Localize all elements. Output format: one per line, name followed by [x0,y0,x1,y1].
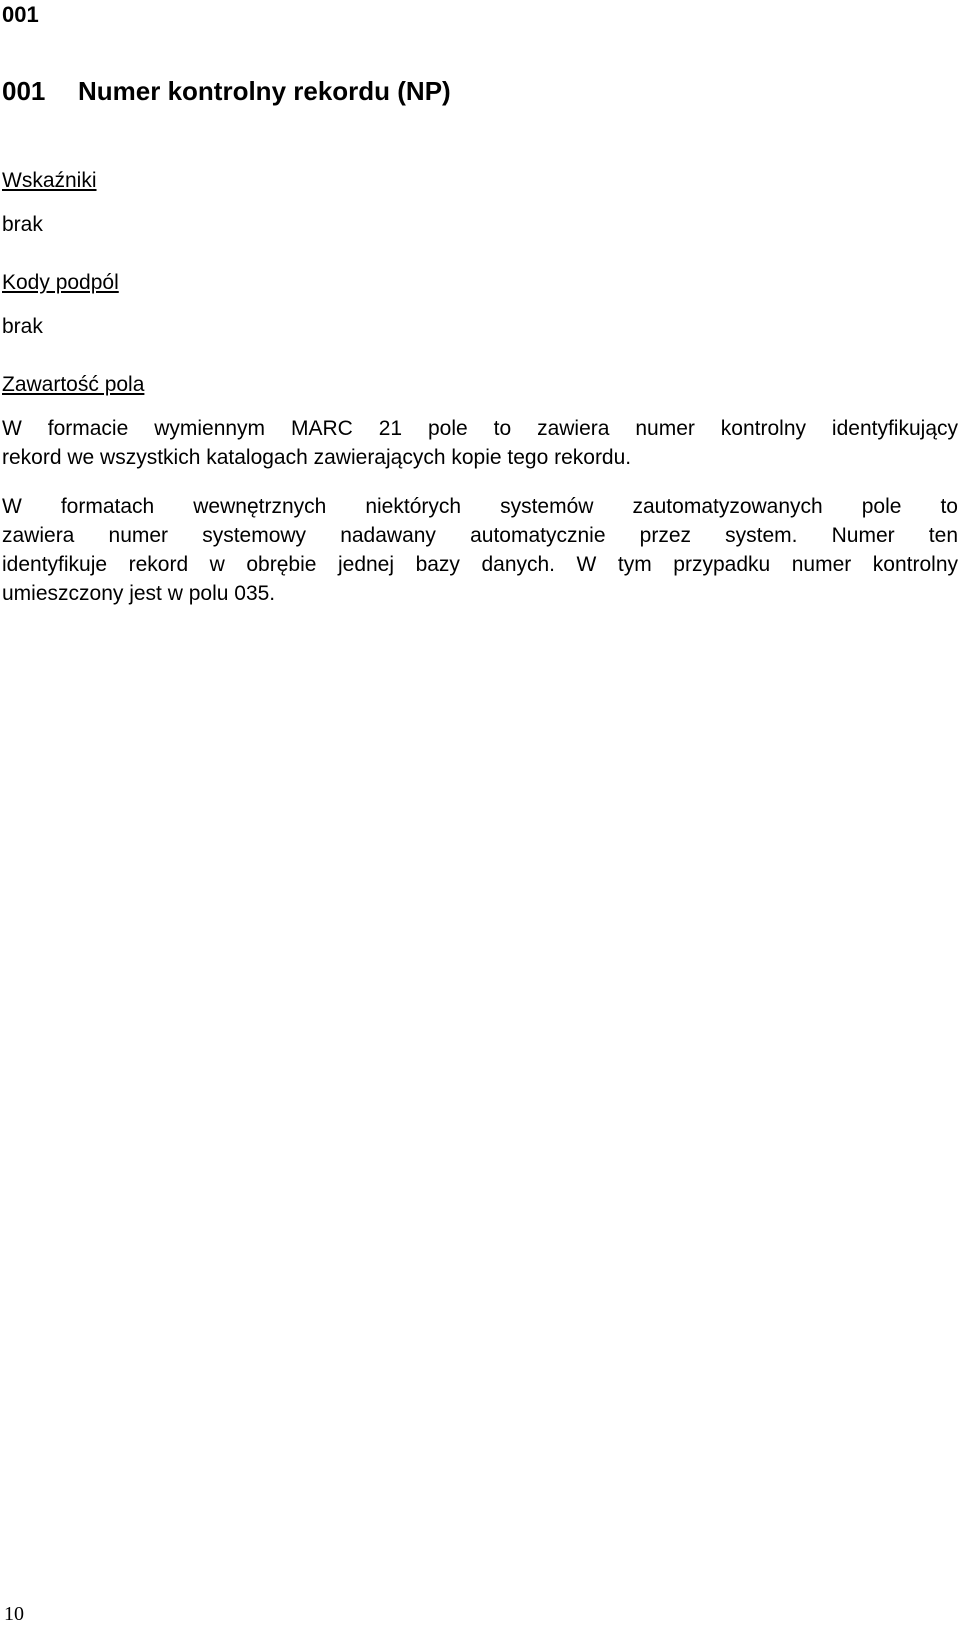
paragraph2-line: W formatach wewnętrznych niektórych systemów zautomatyzowanych pole to [2,495,958,518]
paragraph1-line: W formacie wymiennym MARC 21 pole to zawiera numer kontrolny identyfikujący [2,417,958,440]
paragraph2-line: zawiera numer systemowy nadawany automatycznie przez system. Numer ten [2,524,958,547]
indicators-value: brak [2,213,43,236]
paragraph1-line: rekord we wszystkich katalogach zawierających kopie tego rekordu. [2,446,632,469]
paragraph2-line: identyfikuje rekord w obrębie jednej bazy danych. W tym przypadku numer kontrolny [2,553,958,576]
paragraph2-line: umieszczony jest w polu 035. [2,582,276,605]
subfield-codes-heading: Kody podpól [2,271,119,294]
page-title [2,75,451,107]
indicators-heading: Wskaźniki [2,169,97,192]
subfield-codes-value: brak [2,315,43,338]
running-header-code: 001 [2,2,39,27]
page-number: 10 [4,1603,24,1625]
field-title: Numer kontrolny rekordu (NP) [78,76,451,106]
content-heading: Zawartość pola [2,373,145,396]
field-code: 001 [2,76,46,106]
